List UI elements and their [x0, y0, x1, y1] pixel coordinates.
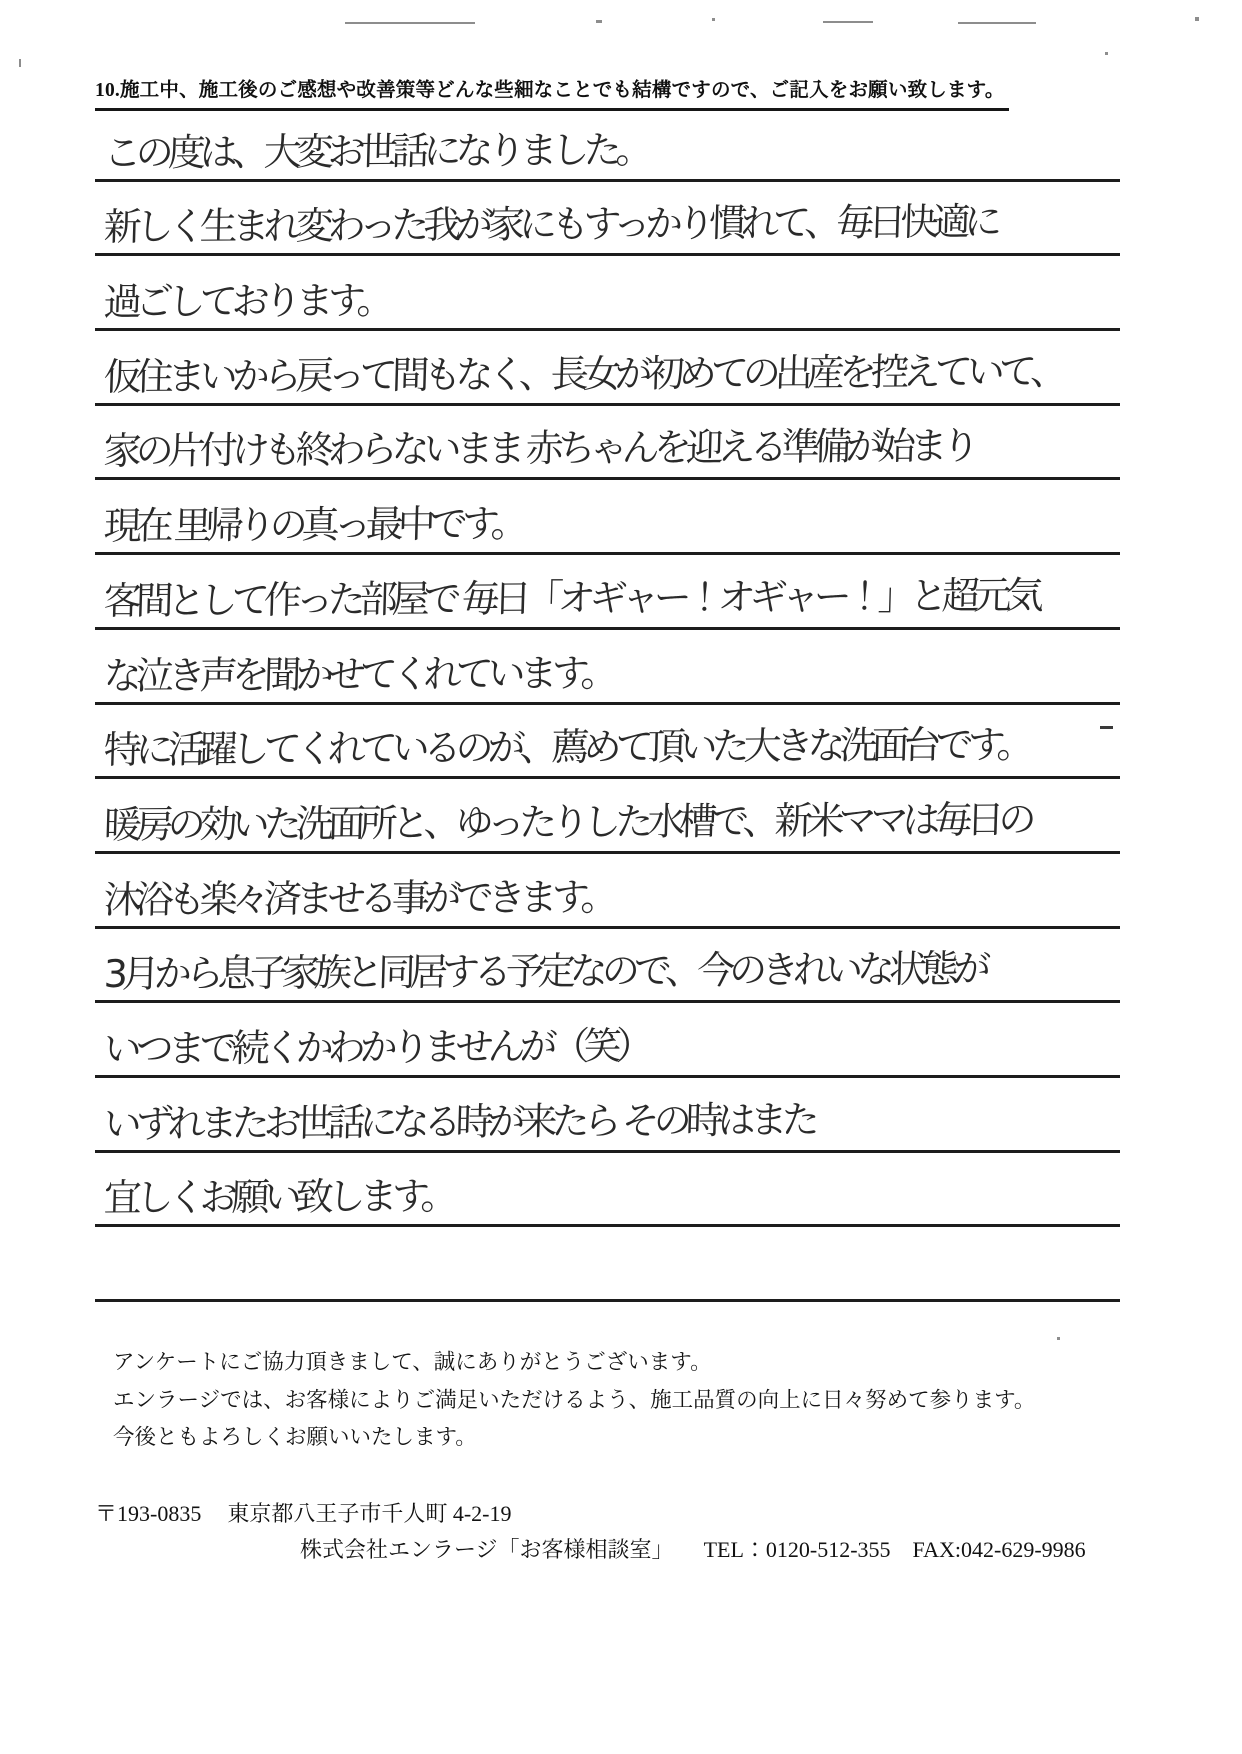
company-contact-line	[300, 1533, 1086, 1564]
response-line	[95, 1227, 1120, 1302]
handwritten-text: 3月から息子家族と同居する予定なので、今のきれいな状態が	[103, 946, 986, 997]
handwritten-text: 沐浴も楽々済ませる事ができます。	[103, 874, 614, 922]
scan-noise	[712, 18, 715, 21]
scan-noise	[596, 20, 602, 23]
scan-noise	[1057, 1337, 1060, 1340]
response-line	[95, 630, 1120, 705]
response-line	[95, 1003, 1120, 1078]
handwritten-text: 家の片付けも終わらないまま 赤ちゃんを迎える準備が始まり	[103, 424, 975, 474]
company-name: 株式会社エンラージ「お客様相談室」	[300, 1537, 674, 1562]
handwritten-text: 暖房の効いた洗面所と、ゆったりした水槽で、新米ママは毎日の	[103, 797, 1032, 847]
response-line	[95, 1153, 1120, 1228]
handwritten-text: いずれまたお世話になる時が来たら その時はまた	[103, 1097, 815, 1146]
handwritten-text: 客間として作った部屋で 毎日「オギャー！オギャー！」と超元気	[103, 573, 1039, 623]
question-header: 10.施工中、施工後のご感想や改善策等どんな些細なことでも結構ですので、ご記入をお願い致します。	[95, 74, 1009, 111]
scan-noise	[1105, 52, 1108, 55]
handwritten-text: 現在 里帰りの真っ最中です。	[103, 501, 524, 549]
scan-noise	[823, 21, 873, 23]
tel-number: TEL：0120-512-355	[703, 1537, 891, 1562]
handwritten-text: この度は、大変お世話になりました。	[103, 127, 649, 175]
fax-number: FAX:042-629-9986	[912, 1537, 1086, 1562]
scan-noise	[958, 22, 1036, 24]
response-line	[95, 107, 1120, 182]
response-line	[95, 854, 1120, 929]
street-address: 東京都八王子市千人町 4-2-19	[227, 1501, 512, 1526]
commitment-note: エンラージでは、お客様によりご満足いただけるよう、施工品質の向上に日々努めて参ります。	[113, 1387, 1036, 1412]
postal-code: 〒193-0835	[95, 1501, 202, 1526]
response-line	[95, 705, 1120, 780]
response-line	[95, 1078, 1120, 1153]
response-line	[95, 929, 1120, 1004]
handwritten-text: な泣き声を聞かせてくれています。	[103, 650, 614, 698]
response-lines	[95, 107, 1120, 1302]
response-line	[95, 182, 1120, 257]
handwritten-text: 特に活躍してくれているのが、薦めて頂いた大きな洗面台です。	[103, 722, 1030, 773]
handwritten-text: 新しく生まれ変わった我が家にもすっかり慣れて、毎日快適に	[103, 199, 997, 250]
closing-note: 今後ともよろしくお願いいたします。	[113, 1425, 477, 1449]
response-line	[95, 779, 1120, 854]
response-line	[95, 256, 1120, 331]
handwritten-text: 宜しくお願い致します。	[103, 1174, 454, 1221]
scan-noise	[345, 22, 475, 24]
thanks-note: アンケートにご協力頂きまして、誠にありがとうございます。	[113, 1350, 712, 1374]
scan-noise	[19, 59, 21, 67]
handwritten-text: 過ごしております。	[103, 278, 390, 325]
footer-notes	[113, 1344, 1035, 1457]
handwritten-text: いつまで続くかわかりませんが（笑）	[103, 1023, 649, 1071]
handwritten-text: 仮住まいから戻って間もなく、長女が初めての出産を控えていて、	[103, 348, 1063, 399]
postal-address	[95, 1497, 511, 1528]
scan-noise	[1195, 17, 1199, 21]
response-line	[95, 480, 1120, 555]
response-line	[95, 555, 1120, 630]
response-line	[95, 406, 1120, 481]
response-line	[95, 331, 1120, 406]
